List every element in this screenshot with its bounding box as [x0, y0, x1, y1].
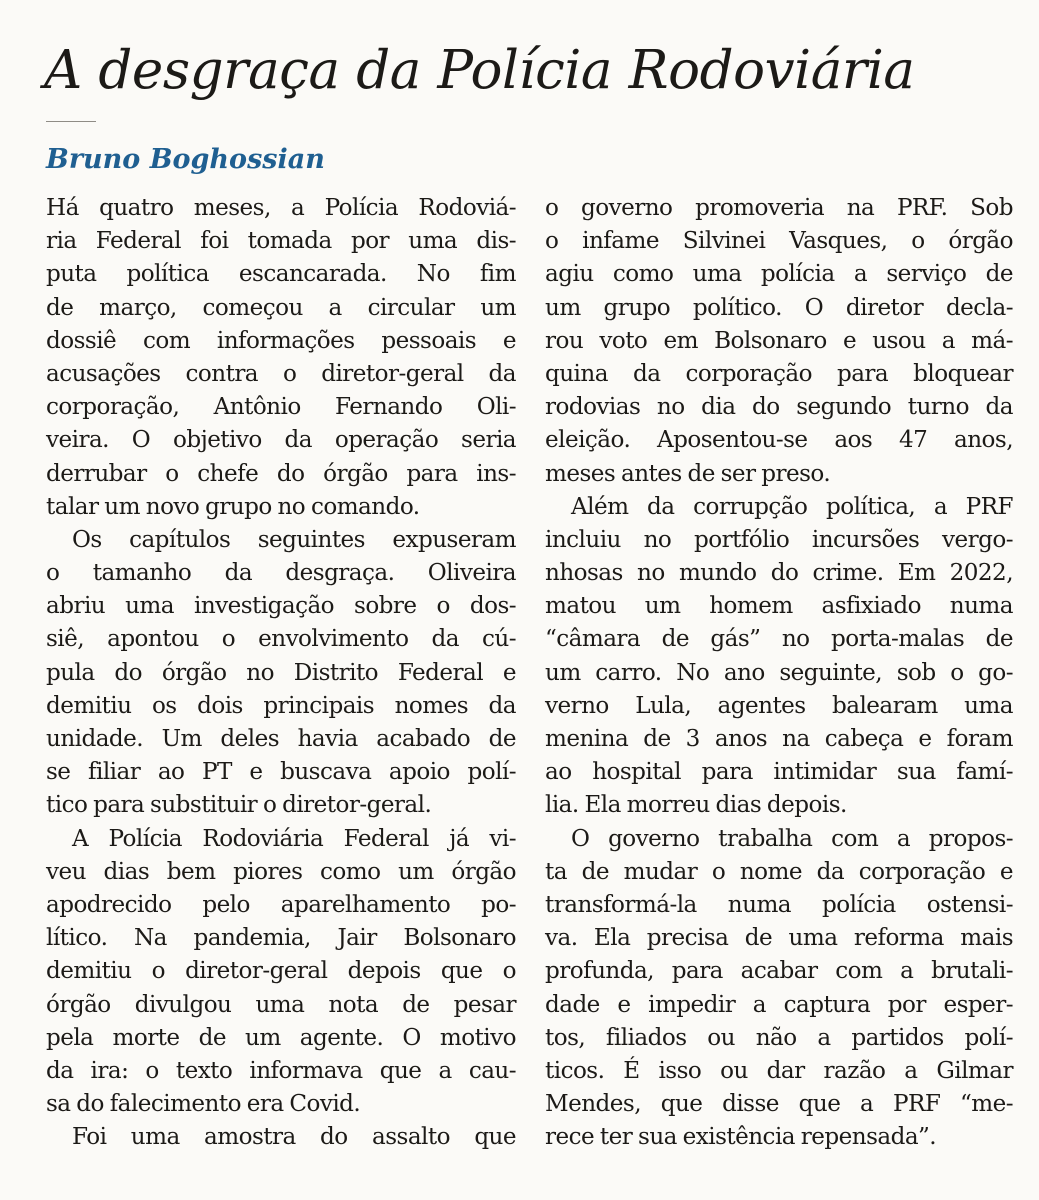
article-text-line: menina de 3 anos na cabeça e foram [545, 726, 1013, 752]
article-text-line: de março, começou a circular um [46, 294, 516, 321]
article-text-line: um carro. No ano seguinte, sob o go- [545, 659, 1013, 686]
article-text-line: O governo trabalha com a propos- [571, 825, 1013, 852]
article-text-line: da ira: o texto informava que a cau- [46, 1057, 516, 1084]
article-text-line: quina da corporação para bloquear [545, 360, 1013, 387]
article-text-line: tos, filiados ou não a partidos polí- [545, 1024, 1013, 1051]
article-text-line: um grupo político. O diretor decla- [545, 294, 1013, 321]
article-text-line: verno Lula, agentes balearam uma [545, 692, 1013, 719]
article-text-line: o tamanho da desgraça. Oliveira [46, 560, 516, 587]
article-text-line: abriu uma investigação sobre o dos- [46, 593, 516, 620]
article-text-line: ticos. É isso ou dar razão a Gilmar [545, 1057, 1013, 1084]
article-text-line: puta política escancarada. No fim [46, 261, 516, 288]
article-column-left [46, 192, 516, 1154]
article-text-line: “câmara de gás” no porta-malas de [545, 626, 1013, 653]
article-headline: A desgraça da Polícia Rodoviária [44, 40, 915, 101]
article-text-line: rece ter sua existência repensada”. [545, 1124, 937, 1151]
article-text-line: profunda, para acabar com a brutali- [545, 958, 1013, 985]
article-text-line: acusações contra o diretor-geral da [46, 360, 516, 387]
article-text-line: A Polícia Rodoviária Federal já vi- [72, 825, 516, 852]
article-text-line: rodovias no dia do segundo turno da [545, 394, 1013, 421]
article-text-line: dade e impedir a captura por esper- [545, 991, 1013, 1018]
article-text-line: siê, apontou o envolvimento da cú- [46, 626, 516, 653]
article-text-line: incluiu no portfólio incursões vergo- [545, 526, 1013, 553]
article-text-line: sa do falecimento era Covid. [46, 1091, 361, 1118]
article-text-line: talar um novo grupo no comando. [46, 493, 420, 520]
article-text-line: Mendes, que disse que a PRF “me- [545, 1091, 1013, 1118]
article-text-line: demitiu os dois principais nomes da [46, 692, 516, 719]
article-text-line: Há quatro meses, a Polícia Rodoviá- [46, 195, 516, 221]
article-text-line: pela morte de um agente. O motivo [46, 1024, 516, 1051]
article-text-line: meses antes de ser preso. [545, 460, 831, 487]
article-text-line: lítico. Na pandemia, Jair Bolsonaro [46, 925, 516, 952]
article-text-line: eleição. Aposentou-se aos 47 anos, [545, 427, 1013, 454]
article-text-line: dossiê com informações pessoais e [46, 327, 516, 354]
article-text-line: matou um homem asfixiado numa [545, 593, 1013, 620]
article-text-line: veira. O objetivo da operação seria [46, 427, 516, 454]
article-text-line: tico para substituir o diretor-geral. [46, 792, 432, 819]
article-text-line: pula do órgão no Distrito Federal e [46, 659, 516, 686]
article-text-line: Os capítulos seguintes expuseram [72, 526, 516, 553]
article-text-line: o governo promoveria na PRF. Sob [545, 195, 1013, 221]
article-text-line: Foi uma amostra do assalto que [72, 1124, 516, 1151]
article-text-line: órgão divulgou uma nota de pesar [46, 991, 516, 1018]
article-text-line: demitiu o diretor-geral depois que o [46, 958, 516, 985]
article-text-line: derrubar o chefe do órgão para ins- [46, 460, 516, 487]
article-text-line: corporação, Antônio Fernando Oli- [46, 394, 516, 421]
article-text-line: transformá-la numa polícia ostensi- [545, 891, 1013, 918]
article-text-line: ao hospital para intimidar sua famí- [545, 759, 1013, 786]
article-column-right [545, 192, 1013, 1154]
article-text-line: ta de mudar o nome da corporação e [545, 858, 1013, 885]
article-text-line: rou voto em Bolsonaro e usou a má- [545, 327, 1013, 354]
article-text-line: se filiar ao PT e buscava apoio polí- [46, 759, 516, 786]
author-byline: Bruno Boghossian [46, 144, 325, 175]
article-text-line: veu dias bem piores como um órgão [46, 858, 516, 885]
article-text-line: unidade. Um deles havia acabado de [46, 726, 516, 752]
article-text-line: Além da corrupção política, a PRF [571, 493, 1013, 520]
headline-divider [46, 121, 96, 122]
article-text-line: o infame Silvinei Vasques, o órgão [545, 228, 1013, 255]
article-text-line: ria Federal foi tomada por uma dis- [46, 228, 516, 255]
article-text-line: lia. Ela morreu dias depois. [545, 792, 847, 819]
article-text-line: nhosas no mundo do crime. Em 2022, [545, 560, 1013, 587]
article-text-line: agiu como uma polícia a serviço de [545, 261, 1013, 288]
article-text-line: va. Ela precisa de uma reforma mais [545, 925, 1013, 952]
article-text-line: apodrecido pelo aparelhamento po- [46, 891, 516, 918]
